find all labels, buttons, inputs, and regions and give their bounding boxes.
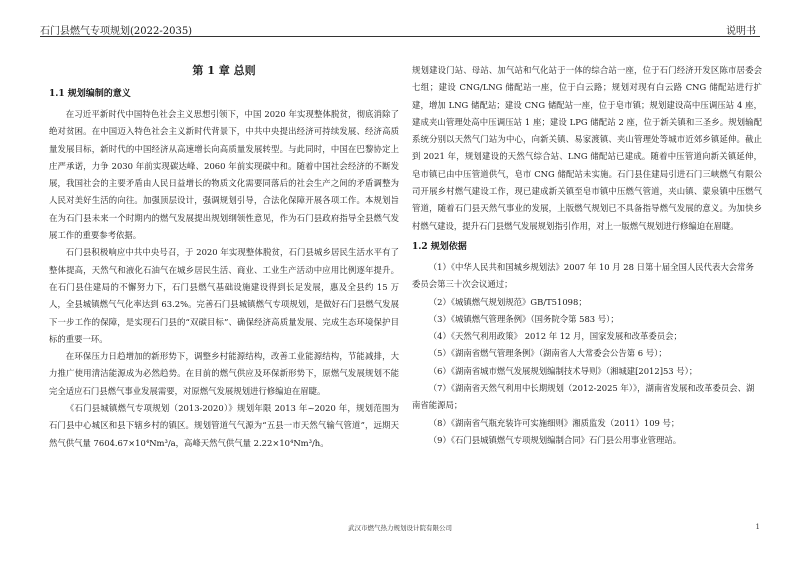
reference-item: （5）《湖南省燃气管理条例》（湖南省人大常委会公告第 6 号）；	[428, 348, 667, 359]
header-title: 石门县燃气专项规划(2022-2035)	[40, 26, 193, 37]
reference-item: （6）《湖南省城市燃气发展规划编制技术导则》（湘城建[2012]53 号）；	[428, 365, 698, 376]
paragraph: 石门县积极响应中共中央号召，于 2020 年实现整体脱贫，石门县城乡居民生活水平有了整体提高，天然气和液化石油气在城乡居民生活、商业、工业生产活动中应用比例逐年提升。在石门县住建局的不懈努力下，石门县燃气基础设施建设得到长足发展，惠及全县约 15 万人，全县城镇燃气气化率达到 63.2%。完善石门县城镇燃气专项规划，是做好石门县燃气发展下一步工作的保障，是实现石门县的“双碳目标”、确保经济高质量发展、完成生态环境保护目标的重要一环。	[49, 247, 399, 344]
chapter-title: 第 1 章 总则	[192, 64, 256, 77]
page-number: 1	[755, 523, 760, 531]
reference-item: （9）《石门县城镇燃气专项规划编制合同》石门县公用事业管理站。	[428, 434, 682, 445]
reference-item: （7）《湖南省天然气利用中长期规划（2012-2025 年）》，湖南省发展和改革委员会、湖南省能源局；	[412, 383, 755, 411]
right-column	[412, 62, 762, 449]
section-heading-1-2: 1.2 规划依据	[412, 241, 467, 252]
section-heading-1-1: 1.1 规划编制的意义	[49, 89, 131, 99]
paragraph: 在环保压力日趋增加的新形势下，调整乡村能源结构，改善工业能源结构，节能减排，大力推广使用清洁能源成为必然趋势。在目前的燃气供应及环保新形势下，原燃气发展规划不能完全适应石门县燃气事业发展需要，对原燃气发展规划进行修编迫在眉睫。	[49, 351, 399, 396]
header-doc-type: 说明书	[726, 26, 756, 37]
reference-item: （2）《城镇燃气规划规范》GB/T51098；	[428, 296, 587, 307]
reference-item: （4）《天然气利用政策》 2012 年 12 月，国家发展和改革委员会；	[428, 331, 682, 342]
footer-company: 武汉市燃气热力规划设计院有限公司	[348, 524, 452, 532]
reference-item: （1）《中华人民共和国城乡规划法》2007 年 10 月 28 日第十届全国人民代表大会常务委员会第三十次会议通过；	[412, 261, 754, 290]
paragraph: 在习近平新时代中国特色社会主义思想引领下，中国 2020 年实现整体脱贫，彻底消除了绝对贫困。在中国迈入特色社会主义新时代背景下，中共中央提出经济可持续发展、经济高质量发展目标，新时代的中国经济从高速增长向高质量发展转型。与此同时，中国在巴黎协定上庄严承诺，力争 2030 年前实现碳达峰、2060 年前实现碳中和。随着中国社会经济的不断发展，我国社会的主要矛盾由人民日益增长的物质文化需要同落后的社会生产之间的矛盾调整为人民对美好生活的向往。加强顶层设计，强调规划引导，合法化保障开展各项工作。本规划旨在为石门县未来一个时期内的燃气发展提出规划纲领性意见，作为石门县政府指导全县燃气发展工作的重要参考依据。	[49, 109, 399, 241]
reference-item: （8）《湖南省气瓶充装许可实施细则》湘质监发（2011）109 号；	[428, 417, 680, 428]
reference-item: （3）《城镇燃气管理条例》（国务院令第 583 号）；	[428, 313, 619, 324]
page-header	[40, 18, 760, 37]
left-column	[49, 62, 399, 452]
paragraph: 《石门县城镇燃气专项规划（2013-2020）》规划年限 2013 年~2020 年，规划范围为石门县中心城区和县下辖乡村的镇区。规划管道气气源为“五县一市天然气输气管道”，远期天然气供气量 7604.67×10⁴Nm³/a，高峰天然气供气量 2.22×10⁴Nm³/h。	[49, 403, 399, 448]
paragraph-continued: 规划建设门站、母站、加气站和气化站于一体的综合站一座，位于石门经济开发区陈市居委会七组；建设 CNG/LNG 储配站一座，位于白云路；规划对现有白云路 CNG 储配站进行扩建，增加 LNG 储配站；建设 CNG 储配站一座，位于皂市镇；规划建设高中压调压站 4 座，建成夹山管理处高中压调压站 1 座；建设 LPG 储配站 2 座，位于新关镇和三圣乡。规划输配系统分别以天然气门站为中心，向新关镇、易家渡镇、夹山管理处等城市近郊乡镇延伸。截止到 2021 年，规划建设的天然气综合站、LNG 储配站已建成。随着中压管道向新关镇延伸，皂市镇已由中压管道供气，皂市 CNG 储配站未实施。石门县住建局引进石门三峡燃气有限公司开展乡村燃气建设工作，现已建成新关镇至皂市镇中压燃气管道，夹山镇、蒙泉镇中压燃气管道，随着石门县天然气事业的发展，上版燃气规划已不具备指导燃气发展的意义。为加快乡村燃气建设，提升石门县燃气发展规划指引作用，对上一版燃气规划进行修编迫在眉睫。	[412, 65, 762, 231]
